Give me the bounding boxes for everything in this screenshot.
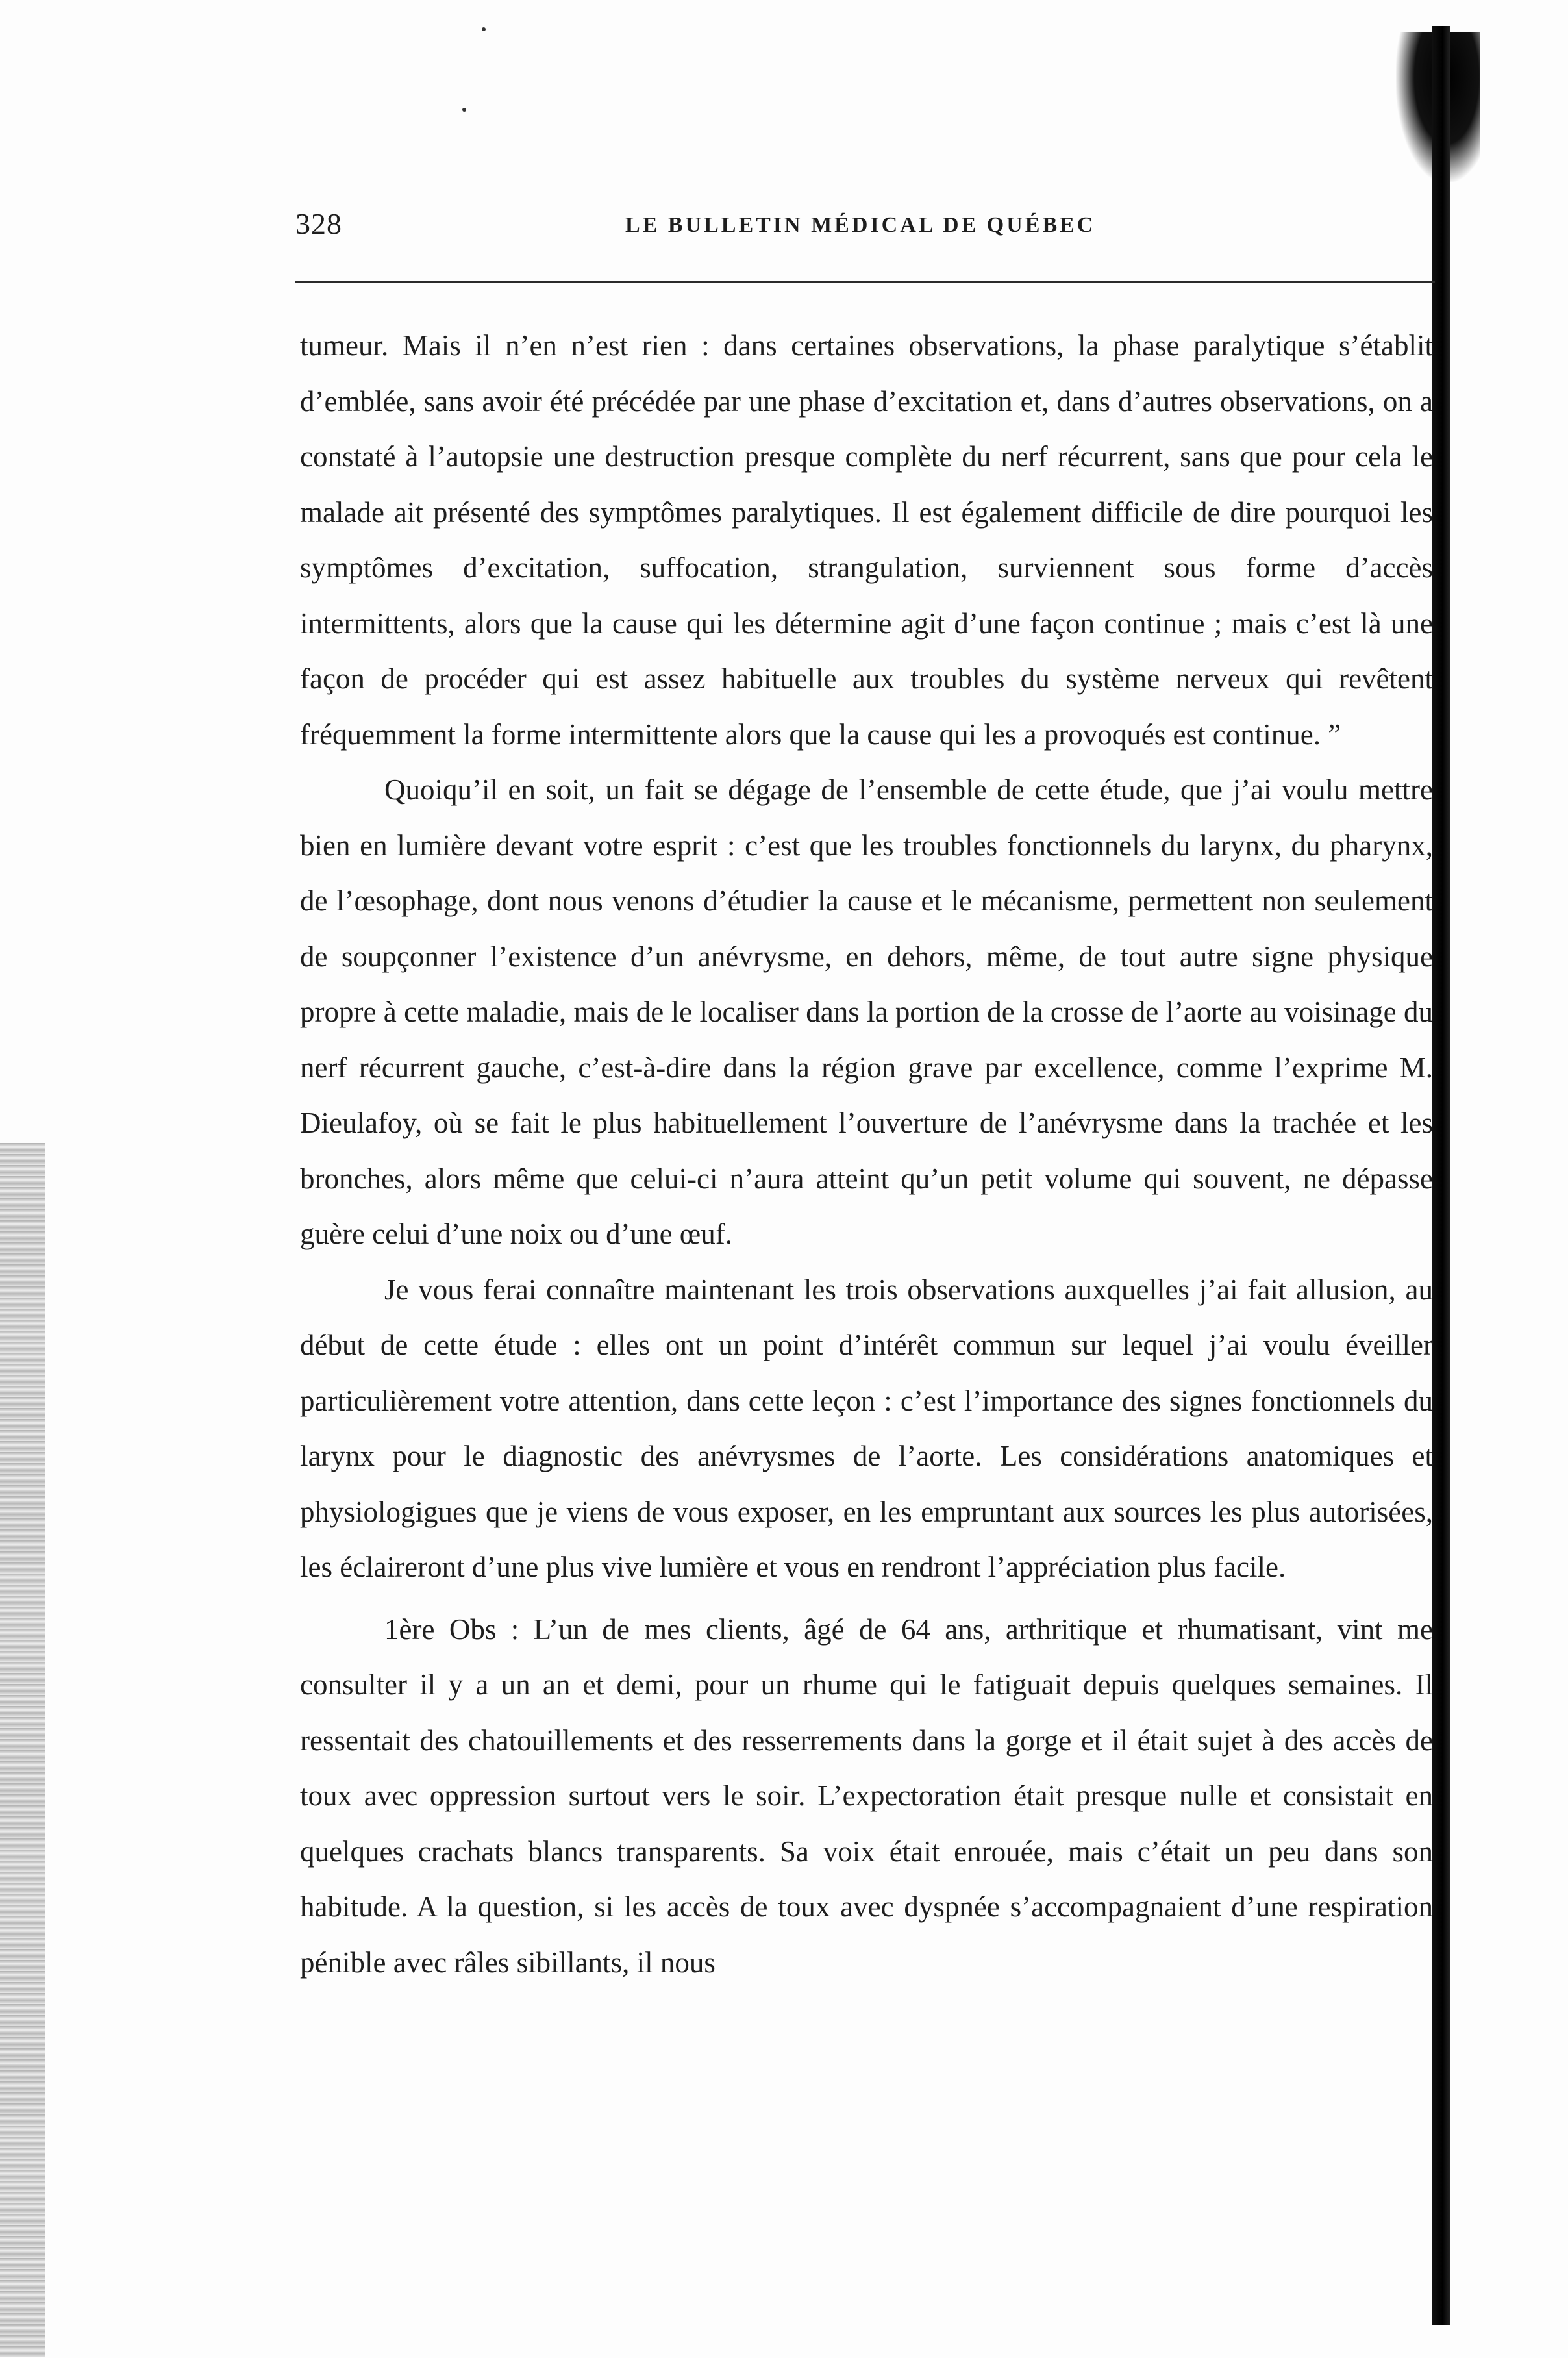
header-rule (295, 281, 1435, 283)
running-head (295, 207, 1432, 245)
paragraph: tumeur. Mais il n’en n’est rien : dans certaines observations, la phase paralytique s’établit d’emblée, sans avoir été précédée par une phase d’excitation et, dans d’autres observations, on a constaté à l’autopsie une destruction presque complète du nerf récurrent, sans que pour cela le malade ait présenté des symptômes paralytiques. Il est également difficile de dire pourquoi les symptômes d’excitation, suffocation, strangulation, surviennent sous forme d’accès intermittents, alors que la cause qui les détermine agit d’une façon continue ; mais c’est là une façon de procéder qui est assez habituelle aux troubles du système nerveux qui revêtent fréquemment la forme intermittente alors que la cause qui les a provoqués est continue. ” (300, 329, 1433, 751)
paragraph: Quoiqu’il en soit, un fait se dégage de l’ensemble de cette étude, que j’ai voulu mettre bien en lumière devant votre esprit : c’est que les troubles fonctionnels du larynx, du pharynx, de l’œsophage, dont nous venons d’étudier la cause et le mécanisme, permettent non seulement de soupçonner l’existence d’un anévrysme, en dehors, même, de tout autre signe physique propre à cette maladie, mais de le localiser dans la portion de la crosse de l’aorte au voisinage du nerf récurrent gauche, c’est-à-dire dans la région grave par excellence, comme l’exprime M. Dieulafoy, où se fait le plus habituellement l’ouverture de l’anévrysme dans la trachée et les bronches, alors même que celui-ci n’aura atteint qu’un petit volume qui souvent, ne dépasse guère celui d’une noix ou d’une œuf. (300, 773, 1433, 1250)
running-title: LE BULLETIN MÉDICAL DE QUÉBEC (625, 213, 1096, 237)
binding-edge (1432, 26, 1450, 2325)
paragraph: Je vous ferai connaître maintenant les trois observations auxquelles j’ai fait allusion, au début de cette étude : elles ont un point d’intérêt commun sur lequel j’ai voulu éveiller particulièrement votre attention, dans cette leçon : c’est l’importance des signes fonctionnels du larynx pour le diagnostic des anévrysmes de l’aorte. Les considérations anatomiques et physiologigues que je viens de vous exposer, en les empruntant aux sources les plus autorisées, les éclaireront d’une plus vive lumière et vous en rendront l’appréciation plus facile. (300, 1273, 1433, 1583)
scan-speck (482, 27, 486, 31)
scan-left-edge (0, 1143, 45, 2357)
body-text (300, 318, 1433, 1990)
scan-speck (462, 108, 466, 112)
paragraph: 1ère Obs : L’un de mes clients, âgé de 64 ans, arthritique et rhumatisant, vint me consulter il y a un an et demi, pour un rhume qui le fatiguait depuis quelques semaines. Il ressentait des chatouillements et des resserrements dans la gorge et il était sujet à des accès de toux avec oppression surtout vers le soir. L’expectoration était presque nulle et consistait en quelques crachats blancs transparents. Sa voix était enrouée, mais c’était un peu dans son habitude. A la question, si les accès de toux avec dyspnée s’accompagnaient d’une respiration pénible avec râles sibillants, il nous (300, 1612, 1433, 1979)
page-number: 328 (295, 207, 342, 240)
